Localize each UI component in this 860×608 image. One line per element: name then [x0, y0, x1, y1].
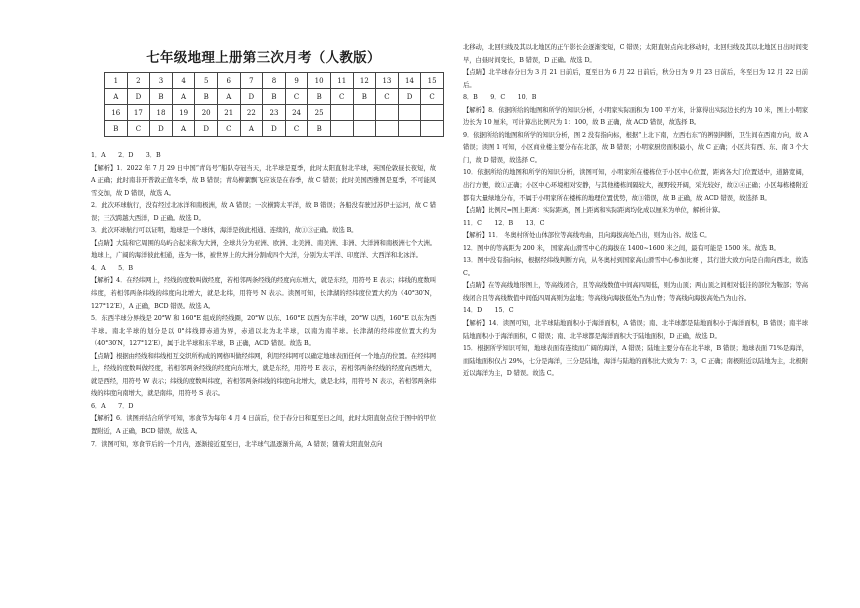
answer-table-cell: 1 [105, 73, 128, 89]
answer-paragraph: 【解析】1．2022 年 7 月 29 日中国“青岛号”船队夺冠当天，北半球是夏季，此时太阳直射北半球，英国伦敦昼长夜短，故 A 正确；此时南非开普敦正值冬季，故 B 错误；青岛柳絮飘飞应该是在春季，故 C 错误；此时美国西雅图是夏季，不可能风雪交加，故 D 错误，故选 A。 [91, 164, 436, 197]
answer-table-cell: 4 [172, 73, 195, 89]
answer-table-cell: 19 [172, 105, 195, 121]
answer-table-row [105, 105, 444, 121]
answer-table-cell: B [353, 89, 376, 105]
answer-paragraph: 13．图中没有指向标，根据经纬线判断方向，从冬奥村到国家高山滑雪中心参加比赛 ，其行进大致方向是自南向西北，故选 C。 [463, 257, 808, 277]
right-answer-column [463, 42, 808, 381]
answer-table-cell: 13 [376, 73, 399, 89]
answer-table-cell: D [263, 121, 286, 137]
answer-table-cell: A [105, 89, 128, 105]
answer-paragraph: 【点睛】在等高线地形图上，等高线闭合，且等高线数值中间高四周低，则为山顶；两山顶之间相对低洼的部位为鞍部；等高线闭合且等高线数值中间低四周高则为盆地；等高线向海拔低处凸为山脊；等高线向海拔高处凸为山谷。 [463, 282, 808, 302]
answer-paragraph: 【点睛】根据由经线和纬线相互交织所构成的网格叫做经纬网，利用经纬网可以确定地球表面任何一个地点的位置。在经纬网上，经线的度数叫做经度，若相邻两条经线的经度向东增大，就是东经，用符号 E 表示，若相邻两条经线的经度向西增大，就是西经，用符号 W 表示；纬线的度数叫纬度，若相邻两条纬线的纬度向北增大，就是北纬，用符号 N 表示，若相邻两条纬线的纬度向南增大，就是南纬，用符号 S 表示。 [91, 352, 436, 398]
answer-table-cell: 3 [150, 73, 173, 89]
answer-table-cell: C [285, 89, 308, 105]
answer-table-cell: B [263, 89, 286, 105]
answer-table-cell: 17 [127, 105, 150, 121]
answer-paragraph: 1．A 2．D 3．B [91, 152, 161, 159]
answer-table-cell [353, 121, 376, 137]
answer-table-cell: 8 [263, 73, 286, 89]
answer-table-cell: 12 [353, 73, 376, 89]
answer-table-cell: 20 [195, 105, 218, 121]
page-title: 七年级地理上册第三次月考（人教版） [146, 50, 381, 66]
answer-table-cell: C [330, 89, 353, 105]
answer-table-cell: 10 [308, 73, 331, 89]
left-answer-column [91, 150, 436, 451]
answer-paragraph: 【解析】11． 冬奥村所处山体部位等高线弯曲，且向海拔高处凸出，则为山谷。故选 C。 [463, 232, 711, 240]
answer-paragraph: 15．根据所学知识可知，地球表面有连续而广阔的海洋，A 错误；陆地主要分布在北半球，B 错误；地球表面 71%是海洋，而陆地面积仅占 29%，七分是海洋，三分是陆地，海洋与陆地的面积比大致为 7：3，C 正确；南极附近以陆地为主，北极附近以海洋为主，D 错误。故选 C。 [463, 345, 808, 378]
answer-paragraph: 7．读图可知，寒食节后的一个月内，逐渐接近夏至日，北半球气温逐渐升高，A 错误；随着太阳直射点向 [91, 440, 383, 448]
answer-table-cell [353, 105, 376, 121]
answer-table-cell: 22 [240, 105, 263, 121]
answer-paragraph: 【解析】4．在经纬网上，经线的度数叫做经度，若相邻两条经线的经度向东增大，就是东经，用符号 E 表示；纬线的度数叫纬度，若相邻两条纬线的纬度向北增大，就是北纬，用符号 N 表示。读图可知，长津湖的经纬度位置大约为（40°30′N，127°12′E），A 正确，BCD 错误。故选 A。 [91, 277, 436, 310]
answer-paragraph: 【解析】6．读图并结合所学可知，寒食节为每年 4 月 4 日前后，位于春分日和夏至日之间，此时太阳直射点位于图中的甲位置附近，A 正确，BCD 错误，故选 A。 [91, 415, 436, 436]
answer-table-cell: A [217, 89, 240, 105]
answer-table-row [105, 89, 444, 105]
answer-table-cell: 2 [127, 73, 150, 89]
answer-table-cell: C [421, 89, 444, 105]
answer-paragraph: 【解析】14．读图可知，北半球陆地面积小于海洋面积，A 错误；南、北半球都是陆地面积小于海洋面积，B 错误；南半球陆地面积小于海洋面积，C 错误；南、北半球都是海洋面积大于陆地面积，D 正确，故选 D。 [463, 320, 808, 340]
answer-paragraph: 8．B 9．C 10．B [463, 94, 537, 102]
answer-table-cell [330, 121, 353, 137]
answer-paragraph: 12．图中的等高距为 200 米， 国家高山滑雪中心的海拔在 1400~1600 米之间，最有可能是 1500 米。故选 B。 [463, 244, 780, 252]
answer-table-cell: 24 [285, 105, 308, 121]
answer-table-row [105, 73, 444, 89]
answer-table-cell: B [105, 121, 128, 137]
answer-paragraph: 14．D 15．C [463, 307, 514, 315]
answer-table-cell: D [398, 89, 421, 105]
answer-table-cell: 11 [330, 73, 353, 89]
answer-table-cell: 6 [217, 73, 240, 89]
answer-paragraph: 9．依据所给的地图和所学的知识分析，图 2 没有指向标，根据“上北下南，左西右东”的辨别判断，卫生间在西南方向，故 A 错误；读图 1 可知，小区商业楼主要分布在北部，故 B 错误；小明家厨房面积最小，故 C 正确；小区共有西、东、南 3 个大门，故 D 错误，故选择 C。 [463, 131, 808, 164]
answer-table-cell: B [150, 89, 173, 105]
answer-paragraph: 6．A 7．D [91, 402, 134, 410]
answer-table-cell [421, 121, 444, 137]
answer-paragraph: 3．此次环球航行可以证明，地球是一个球体，海洋是彼此相通、连续的，故①③正确。故选 B。 [91, 227, 358, 235]
answer-paragraph: 2．此次环球航行，没有经过北冰洋和南极洲，故 A 错误；一次横跨太平洋，故 B 错误；各船没有驶过苏伊士运河，故 C 错误；三次跨越大西洋，D 正确。故选 D。 [91, 202, 436, 222]
answer-table-cell [398, 105, 421, 121]
answer-table-cell: 7 [240, 73, 263, 89]
answer-table-cell: 15 [421, 73, 444, 89]
answer-table-cell: C [376, 89, 399, 105]
answer-table-cell: B [308, 121, 331, 137]
answer-table-cell: 16 [105, 105, 128, 121]
answer-paragraph: 【点睛】比例尺=图上距离：实际距离，图上距离和实际距离均化成以厘米为单位，解析计算。 [463, 207, 725, 215]
answer-key-table [104, 72, 444, 137]
answer-table-cell: D [240, 89, 263, 105]
answer-paragraph: 北移动，北回归线及其以北地区的正午影长会逐渐变短，C 错误；太阳直射点向北移动时，北回归线及其以北地区日出时间变早，白昼时间变长，B 错误，D 正确。故选 D。 [463, 44, 808, 64]
answer-paragraph: 【点睛】北半球春分日为 3 月 21 日前后，夏至日为 6 月 22 日前后，秋分日为 9 月 23 日前后，冬至日为 12 月 22 日前后。 [463, 69, 808, 89]
answer-table-cell [376, 121, 399, 137]
answer-table-cell: C [285, 121, 308, 137]
answer-table-cell: D [127, 89, 150, 105]
answer-table-cell: D [195, 121, 218, 137]
answer-table-cell: 21 [217, 105, 240, 121]
answer-table-cell: A [172, 89, 195, 105]
answer-table-cell: B [195, 89, 218, 105]
answer-table-cell: C [127, 121, 150, 137]
answer-paragraph: 10．依据所给的地图和所学的知识分析，读图可知，小明家所在楼栋位于小区中心位置，距离各大门位置适中，道路宽阔，出行方便，故①正确；小区中心环境相对安静，与其他楼栋间隔较大，视野较开阔，采光较好，故②④正确；小区每栋楼附近都有大量绿地分布，不属于小明家所在楼栋的地理位置优势，故③错误，故 B 正确，故 ACD 错误，故选择 B。 [463, 169, 808, 202]
answer-paragraph: 5．东西半球分界线是 20°W 和 160°E 组成的经线圈，20°W 以东、160°E 以西为东半球，20°W 以西，160°E 以东为西半球。南北半球的划分是以 0°纬线即赤道为界，赤道以北为北半球，以南为南半球。长津湖的经纬度位置大约为（40°30′N，127°12′E），属于北半球和东半球，B 正确，ACD 错误。故选 B。 [91, 315, 436, 348]
answer-table-cell [330, 105, 353, 121]
answer-paragraph: 11．C 12．B 13．C [463, 219, 545, 227]
answer-table-cell: 5 [195, 73, 218, 89]
answer-table-cell: A [172, 121, 195, 137]
answer-paragraph: 【点睛】大陆和它周围的岛屿合起来称为大洲，全球共分为亚洲、欧洲、北美洲、南美洲、非洲、大洋洲和南极洲七个大洲。地球上，广阔的海洋彼此相通，连为一体，被世界上的大洲分割成四个大洋，分别为太平洋、印度洋、大西洋和北冰洋。 [91, 239, 436, 260]
answer-table-cell: A [240, 121, 263, 137]
answer-table-cell: 9 [285, 73, 308, 89]
answer-paragraph: 4．A 5．B [91, 264, 133, 272]
answer-table-row [105, 121, 444, 137]
answer-table-cell [421, 105, 444, 121]
answer-table-cell [398, 121, 421, 137]
answer-table-cell: D [150, 121, 173, 137]
answer-table-cell: B [308, 89, 331, 105]
answer-table-cell: 18 [150, 105, 173, 121]
answer-table-cell: 23 [263, 105, 286, 121]
answer-paragraph: 【解析】8．依据所给的地图和所学的知识分析，小明家实际面积为 100 平方米，计算得出实际边长约为 10 米，图上小明家边长为 10 厘米，可计算出比例尺为 1：100，故 B 正确，故 ACD 错误，故选择 B。 [463, 106, 808, 127]
answer-table-cell: 25 [308, 105, 331, 121]
answer-table-cell: 14 [398, 73, 421, 89]
answer-table-cell [376, 105, 399, 121]
answer-table-cell: C [217, 121, 240, 137]
